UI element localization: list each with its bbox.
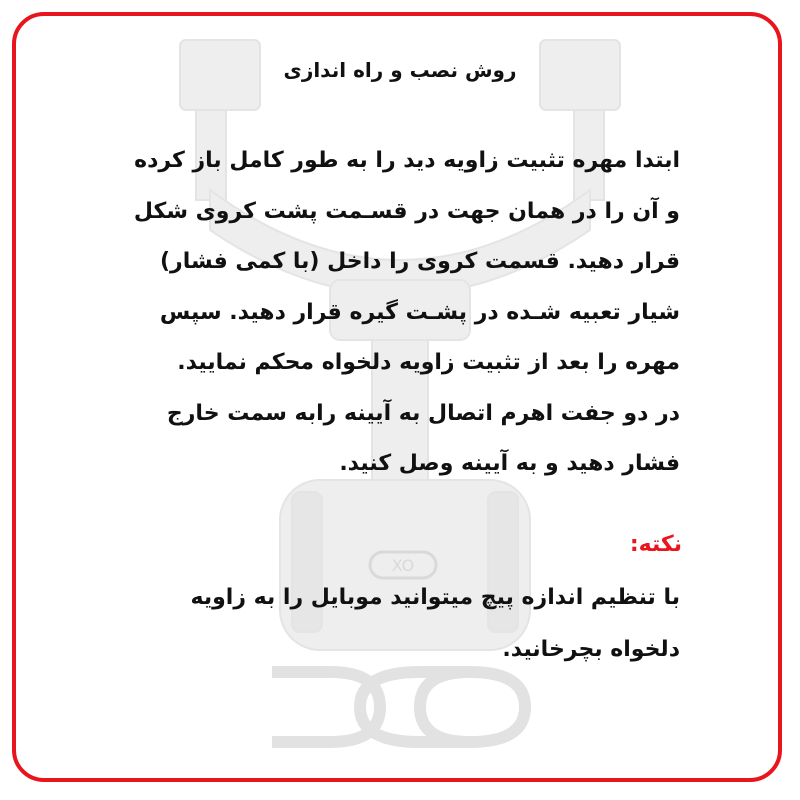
page-title: روش نصب و راه اندازی bbox=[283, 58, 517, 82]
note-label: نکته: bbox=[629, 532, 682, 557]
svg-text:XO: XO bbox=[391, 556, 415, 575]
instructions-text bbox=[120, 136, 680, 490]
note-text: با تنظیم اندازه پیچ میتوانید موبایل را به زاویه دلخواه بچرخانید. bbox=[190, 585, 680, 662]
paragraph: ابتدا مهره تثبیت زاویه دید را به طور کامل باز کرده و آن را در همان جهت در قسـمت پشت کروی شکل قرار دهید. قسمت کروی را داخل (با کمی فشار) شیار تعبیه شـده در پشـت گیره قرار دهید. سپس مهره را بعد از تثبیت زاویه دلخواه محکم نمایید. bbox=[133, 148, 680, 375]
paragraph: در دو جفت اهرم اتصال به آیینه رابه سمت خارج فشار دهید و به آیینه وصل کنید. bbox=[166, 400, 680, 476]
